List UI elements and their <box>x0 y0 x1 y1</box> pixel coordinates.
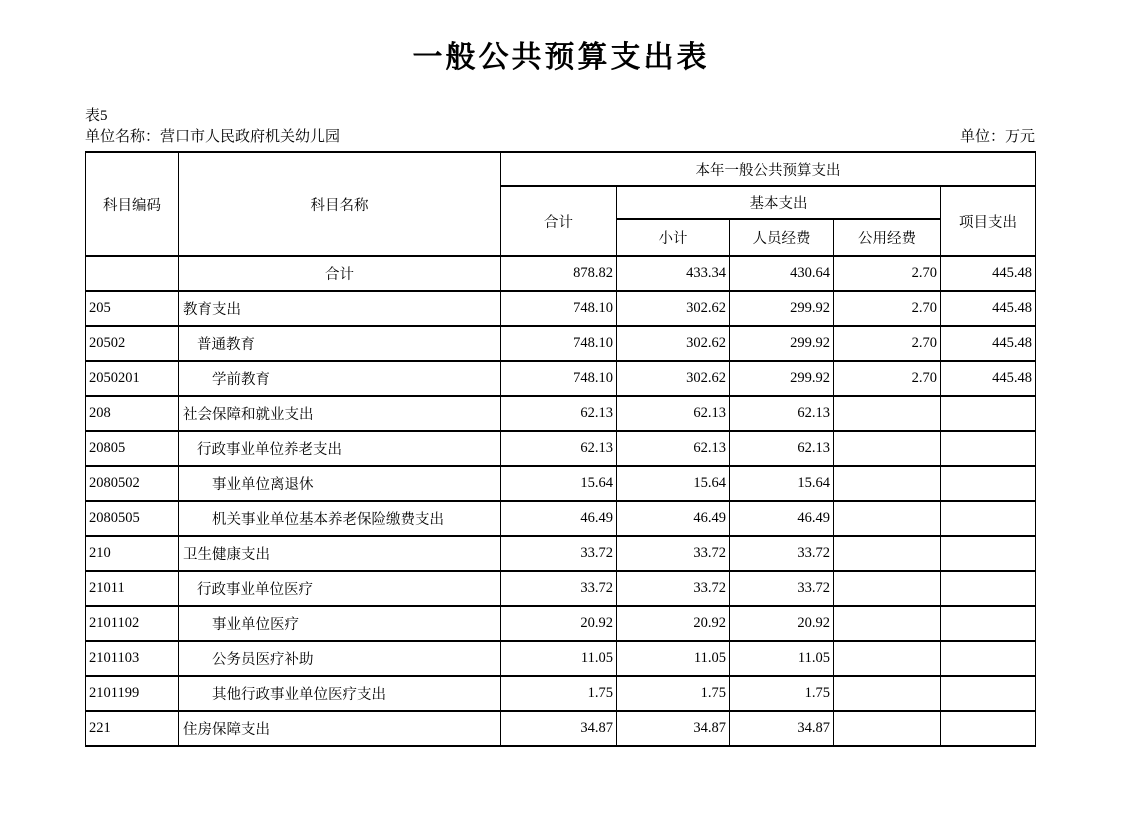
cell-subject-code <box>86 256 179 291</box>
cell-subject-code: 20805 <box>86 431 179 466</box>
cell-basic-subtotal: 33.72 <box>617 536 730 571</box>
cell-total: 748.10 <box>501 361 617 396</box>
cell-personnel-funds: 46.49 <box>730 501 834 536</box>
document-page <box>0 40 1122 833</box>
cell-basic-subtotal: 302.62 <box>617 326 730 361</box>
cell-public-funds <box>834 536 941 571</box>
table-row <box>86 641 1036 676</box>
table-number-label: 表5 <box>85 108 108 124</box>
cell-total: 1.75 <box>501 676 617 711</box>
cell-total: 34.87 <box>501 711 617 746</box>
cell-basic-subtotal: 1.75 <box>617 676 730 711</box>
table-row <box>86 606 1036 641</box>
cell-subject-code: 2050201 <box>86 361 179 396</box>
cell-subject-code: 2101102 <box>86 606 179 641</box>
cell-public-funds: 2.70 <box>834 291 941 326</box>
header-subject-name: 科目名称 <box>179 152 501 256</box>
cell-basic-subtotal: 46.49 <box>617 501 730 536</box>
cell-subject-code: 210 <box>86 536 179 571</box>
header-public-funds: 公用经费 <box>834 219 941 256</box>
cell-basic-subtotal: 62.13 <box>617 396 730 431</box>
cell-subject-name: 教育支出 <box>179 291 501 326</box>
cell-total: 33.72 <box>501 571 617 606</box>
cell-public-funds <box>834 501 941 536</box>
page-title: 一般公共预算支出表 <box>412 41 710 74</box>
cell-project-expenditure <box>941 711 1036 746</box>
cell-public-funds <box>834 711 941 746</box>
table-row <box>86 676 1036 711</box>
cell-public-funds <box>834 571 941 606</box>
cell-total: 33.72 <box>501 536 617 571</box>
table-row <box>86 361 1036 396</box>
cell-public-funds: 2.70 <box>834 326 941 361</box>
cell-public-funds: 2.70 <box>834 361 941 396</box>
budget-table <box>85 151 1036 747</box>
cell-personnel-funds: 62.13 <box>730 396 834 431</box>
table-row <box>86 256 1036 291</box>
cell-subject-code: 205 <box>86 291 179 326</box>
cell-project-expenditure <box>941 571 1036 606</box>
cell-subject-name: 机关事业单位基本养老保险缴费支出 <box>179 501 501 536</box>
cell-subject-code: 2101199 <box>86 676 179 711</box>
cell-project-expenditure <box>941 466 1036 501</box>
cell-public-funds <box>834 641 941 676</box>
cell-project-expenditure <box>941 641 1036 676</box>
table-row <box>86 431 1036 466</box>
cell-personnel-funds: 430.64 <box>730 256 834 291</box>
cell-basic-subtotal: 302.62 <box>617 291 730 326</box>
cell-total: 15.64 <box>501 466 617 501</box>
cell-subject-code: 2080505 <box>86 501 179 536</box>
cell-subject-name: 学前教育 <box>179 361 501 396</box>
header-project-expenditure: 项目支出 <box>941 186 1036 256</box>
table-row <box>86 571 1036 606</box>
header-subject-code: 科目编码 <box>86 152 179 256</box>
cell-basic-subtotal: 34.87 <box>617 711 730 746</box>
cell-personnel-funds: 33.72 <box>730 571 834 606</box>
cell-personnel-funds: 34.87 <box>730 711 834 746</box>
cell-public-funds <box>834 431 941 466</box>
cell-subject-code: 221 <box>86 711 179 746</box>
cell-personnel-funds: 299.92 <box>730 326 834 361</box>
cell-basic-subtotal: 20.92 <box>617 606 730 641</box>
header-total: 合计 <box>501 186 617 256</box>
cell-total: 62.13 <box>501 396 617 431</box>
cell-total: 11.05 <box>501 641 617 676</box>
table-body <box>86 256 1036 746</box>
cell-personnel-funds: 20.92 <box>730 606 834 641</box>
cell-project-expenditure <box>941 501 1036 536</box>
cell-basic-subtotal: 11.05 <box>617 641 730 676</box>
cell-public-funds: 2.70 <box>834 256 941 291</box>
cell-subject-name: 行政事业单位医疗 <box>179 571 501 606</box>
cell-subject-name: 卫生健康支出 <box>179 536 501 571</box>
table-row <box>86 711 1036 746</box>
cell-subject-name: 公务员医疗补助 <box>179 641 501 676</box>
cell-basic-subtotal: 33.72 <box>617 571 730 606</box>
cell-basic-subtotal: 302.62 <box>617 361 730 396</box>
table-row <box>86 326 1036 361</box>
cell-public-funds <box>834 606 941 641</box>
table-row <box>86 291 1036 326</box>
cell-total: 62.13 <box>501 431 617 466</box>
cell-subject-name: 合计 <box>179 256 501 291</box>
cell-subject-name: 其他行政事业单位医疗支出 <box>179 676 501 711</box>
cell-personnel-funds: 15.64 <box>730 466 834 501</box>
table-row <box>86 536 1036 571</box>
cell-personnel-funds: 62.13 <box>730 431 834 466</box>
cell-public-funds <box>834 396 941 431</box>
cell-total: 748.10 <box>501 326 617 361</box>
table-row <box>86 466 1036 501</box>
cell-public-funds <box>834 676 941 711</box>
cell-total: 20.92 <box>501 606 617 641</box>
cell-total: 748.10 <box>501 291 617 326</box>
header-personnel-funds: 人员经费 <box>730 219 834 256</box>
cell-subject-name: 事业单位医疗 <box>179 606 501 641</box>
cell-personnel-funds: 1.75 <box>730 676 834 711</box>
cell-personnel-funds: 299.92 <box>730 361 834 396</box>
cell-project-expenditure <box>941 606 1036 641</box>
cell-personnel-funds: 299.92 <box>730 291 834 326</box>
cell-subject-code: 2101103 <box>86 641 179 676</box>
cell-project-expenditure: 445.48 <box>941 291 1036 326</box>
cell-project-expenditure: 445.48 <box>941 361 1036 396</box>
header-basic-subtotal: 小计 <box>617 219 730 256</box>
cell-basic-subtotal: 433.34 <box>617 256 730 291</box>
cell-subject-code: 2080502 <box>86 466 179 501</box>
cell-project-expenditure: 445.48 <box>941 256 1036 291</box>
cell-project-expenditure <box>941 431 1036 466</box>
table-row <box>86 501 1036 536</box>
cell-subject-name: 事业单位离退休 <box>179 466 501 501</box>
document-content <box>85 107 1035 747</box>
cell-total: 46.49 <box>501 501 617 536</box>
cell-project-expenditure <box>941 676 1036 711</box>
header-basic-expenditure: 基本支出 <box>617 186 941 219</box>
cell-project-expenditure <box>941 536 1036 571</box>
table-row <box>86 396 1036 431</box>
header-current-year-group: 本年一般公共预算支出 <box>501 152 1036 186</box>
cell-subject-name: 普通教育 <box>179 326 501 361</box>
cell-basic-subtotal: 15.64 <box>617 466 730 501</box>
cell-basic-subtotal: 62.13 <box>617 431 730 466</box>
meta-line <box>85 128 1035 146</box>
cell-subject-name: 行政事业单位养老支出 <box>179 431 501 466</box>
cell-project-expenditure <box>941 396 1036 431</box>
cell-personnel-funds: 11.05 <box>730 641 834 676</box>
cell-personnel-funds: 33.72 <box>730 536 834 571</box>
cell-subject-code: 20502 <box>86 326 179 361</box>
unit-of-measure: 单位：万元 <box>959 129 1035 145</box>
cell-subject-code: 208 <box>86 396 179 431</box>
cell-subject-code: 21011 <box>86 571 179 606</box>
cell-subject-name: 住房保障支出 <box>179 711 501 746</box>
cell-project-expenditure: 445.48 <box>941 326 1036 361</box>
cell-total: 878.82 <box>501 256 617 291</box>
cell-public-funds <box>834 466 941 501</box>
table-header <box>86 152 1036 256</box>
unit-name: 单位名称：营口市人民政府机关幼儿园 <box>85 129 341 145</box>
cell-subject-name: 社会保障和就业支出 <box>179 396 501 431</box>
